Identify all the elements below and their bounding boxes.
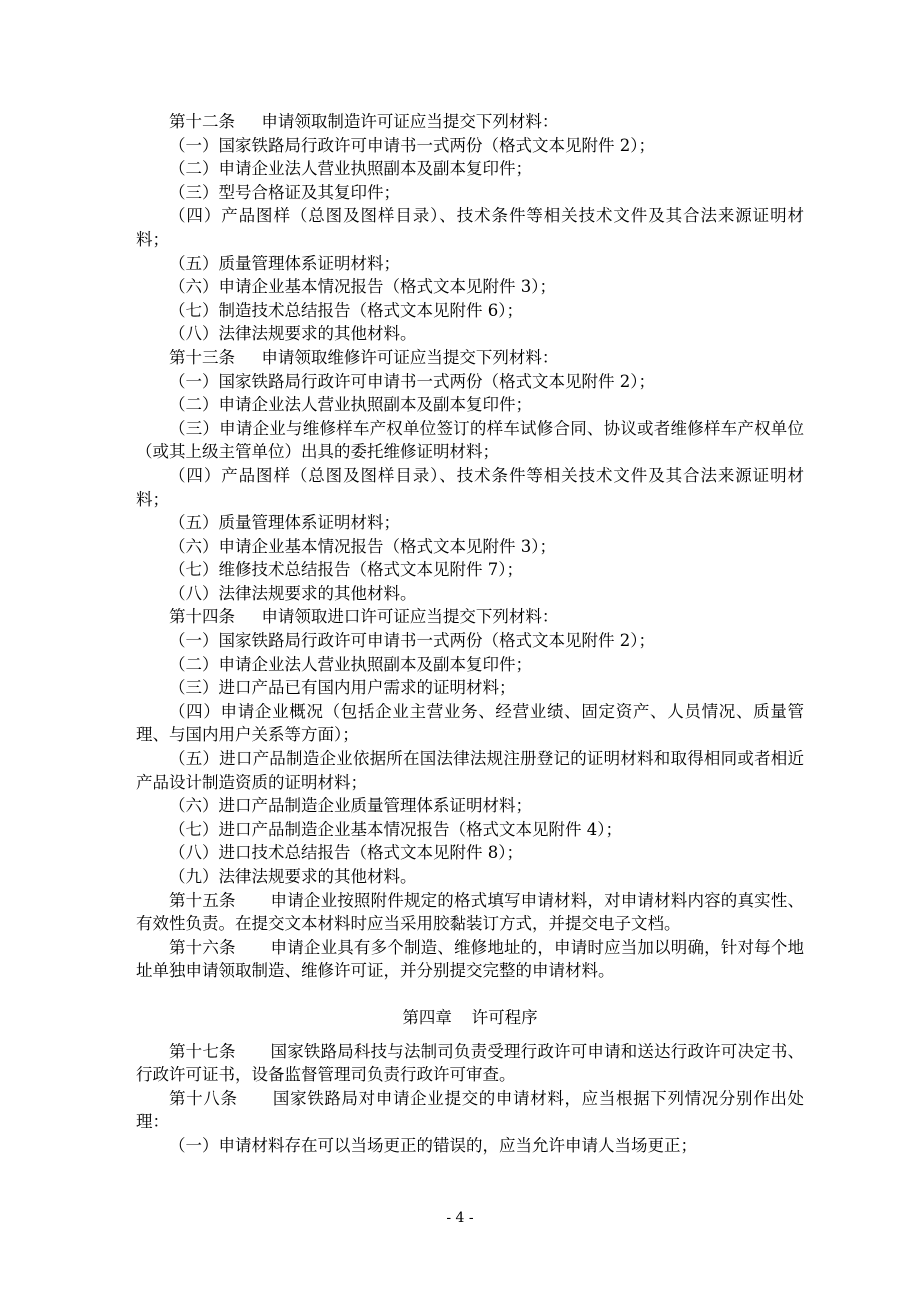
list-item <box>136 535 804 559</box>
list-item <box>136 275 804 299</box>
list-item <box>136 393 804 417</box>
list-item <box>136 252 804 276</box>
article-label: 第十八条 <box>169 1088 238 1108</box>
list-item <box>136 794 804 818</box>
paragraph-text: （八）进口技术总结报告（格式文本见附件 8）； <box>169 843 523 863</box>
paragraph-text: （七）制造技术总结报告（格式文本见附件 6）； <box>169 300 523 320</box>
paragraph-text: （五）进口产品制造企业依据所在国法律法规注册登记的证明材料和取得相同或者相近产品设计制造资质的证明材料； <box>136 749 804 792</box>
list-item <box>136 818 804 842</box>
paragraph-text: （二）申请企业法人营业执照副本及副本复印件； <box>169 159 532 179</box>
paragraph-text: 申请领取进口许可证应当提交下列材料： <box>261 607 559 627</box>
paragraph-text: （一）国家铁路局行政许可申请书一式两份（格式文本见附件 2）； <box>169 371 655 391</box>
paragraph-text: （一）国家铁路局行政许可申请书一式两份（格式文本见附件 2）； <box>169 631 655 651</box>
article-paragraph <box>136 936 804 983</box>
paragraph-text: 申请企业具有多个制造、维修地址的，申请时应当加以明确，针对每个地址单独申请领取制造、维修许可证，并分别提交完整的申请材料。 <box>136 937 805 981</box>
article-paragraph <box>136 605 804 629</box>
page-number: - 4 - <box>446 1210 474 1226</box>
list-item <box>136 322 804 346</box>
list-item <box>136 464 804 511</box>
chapter-4-articles <box>136 1040 804 1158</box>
paragraph-text: （六）进口产品制造企业质量管理体系证明材料； <box>169 796 532 816</box>
list-item <box>136 582 804 606</box>
paragraph-text: （五）质量管理体系证明材料； <box>169 513 400 533</box>
paragraph-text: （一）国家铁路局行政许可申请书一式两份（格式文本见附件 2）； <box>169 135 655 155</box>
list-item <box>136 134 804 158</box>
article-label: 第十五条 <box>169 890 236 910</box>
document-body <box>136 110 804 1158</box>
list-item <box>136 204 804 251</box>
paragraph-text: （七）进口产品制造企业基本情况报告（格式文本见附件 4）； <box>169 819 622 839</box>
paragraph-text: （七）维修技术总结报告（格式文本见附件 7）； <box>169 560 523 580</box>
paragraph-text: （四）申请企业概况（包括企业主营业务、经营业绩、固定资产、人员情况、质量管理、与国内用户关系等方面）； <box>136 701 804 745</box>
list-item <box>136 629 804 653</box>
paragraph-text: （四）产品图样（总图及图样目录）、技术条件等相关技术文件及其合法来源证明材料； <box>136 465 804 509</box>
article-label: 第十七条 <box>169 1041 236 1061</box>
list-item <box>136 841 804 865</box>
list-item <box>136 181 804 205</box>
article-paragraph <box>136 110 804 134</box>
article-label: 第十二条 <box>169 112 235 131</box>
list-item <box>136 558 804 582</box>
list-item <box>136 865 804 889</box>
article-paragraph <box>136 1040 804 1087</box>
chapter-heading <box>136 983 804 1040</box>
list-item <box>136 653 804 677</box>
paragraph-text: 申请企业按照附件规定的格式填写申请材料，对申请材料内容的真实性、有效性负责。在提交文本材料时应当采用胶黏装订方式，并提交电子文档。 <box>136 890 805 934</box>
list-item <box>136 370 804 394</box>
paragraph-text: 国家铁路局科技与法制司负责受理行政许可申请和送达行政许可决定书、行政许可证书，设备监督管理司负责行政许可审查。 <box>136 1041 805 1085</box>
paragraph-text: （二）申请企业法人营业执照副本及副本复印件； <box>169 654 532 674</box>
paragraph-text: （六）申请企业基本情况报告（格式文本见附件 3）； <box>169 536 556 556</box>
paragraph-text: 国家铁路局对申请企业提交的申请材料，应当根据下列情况分别作出处理： <box>136 1088 805 1132</box>
article-label: 第十三条 <box>169 347 235 367</box>
list-item <box>136 747 804 794</box>
paragraph-text: （三）进口产品已有国内用户需求的证明材料； <box>169 678 516 698</box>
article-paragraph <box>136 889 804 936</box>
paragraph-text: （四）产品图样（总图及图样目录）、技术条件等相关技术文件及其合法来源证明材料； <box>136 206 804 249</box>
list-item <box>136 299 804 323</box>
list-item <box>136 511 804 535</box>
paragraph-text: （六）申请企业基本情况报告（格式文本见附件 3）； <box>169 277 556 297</box>
article-label: 第十四条 <box>169 607 235 627</box>
paragraph-text: （三）申请企业与维修样车产权单位签订的样车试修合同、协议或者维修样车产权单位（或其上级主管单位）出具的委托维修证明材料； <box>136 418 804 462</box>
list-item <box>136 1134 804 1158</box>
chapter-3-articles <box>136 110 804 983</box>
paragraph-text: （八）法律法规要求的其他材料。 <box>169 324 417 344</box>
paragraph-text: （八）法律法规要求的其他材料。 <box>169 583 417 603</box>
list-item <box>136 676 804 700</box>
paragraph-text: 申请领取维修许可证应当提交下列材料： <box>261 347 559 367</box>
list-item <box>136 417 804 464</box>
list-item <box>136 157 804 181</box>
chapter-number: 第四章 <box>402 1007 452 1027</box>
chapter-title: 许可程序 <box>471 1007 538 1027</box>
article-label: 第十六条 <box>169 937 236 957</box>
list-item <box>136 700 804 747</box>
paragraph-text: （九）法律法规要求的其他材料。 <box>169 867 417 886</box>
article-paragraph <box>136 346 804 370</box>
article-paragraph <box>136 1087 804 1134</box>
paragraph-text: 申请领取制造许可证应当提交下列材料： <box>261 112 559 131</box>
paragraph-text: （一）申请材料存在可以当场更正的错误的，应当允许申请人当场更正； <box>169 1135 697 1155</box>
paragraph-text: （五）质量管理体系证明材料； <box>169 253 400 273</box>
paragraph-text: （二）申请企业法人营业执照副本及副本复印件； <box>169 395 532 415</box>
paragraph-text: （三）型号合格证及其复印件； <box>169 182 400 202</box>
